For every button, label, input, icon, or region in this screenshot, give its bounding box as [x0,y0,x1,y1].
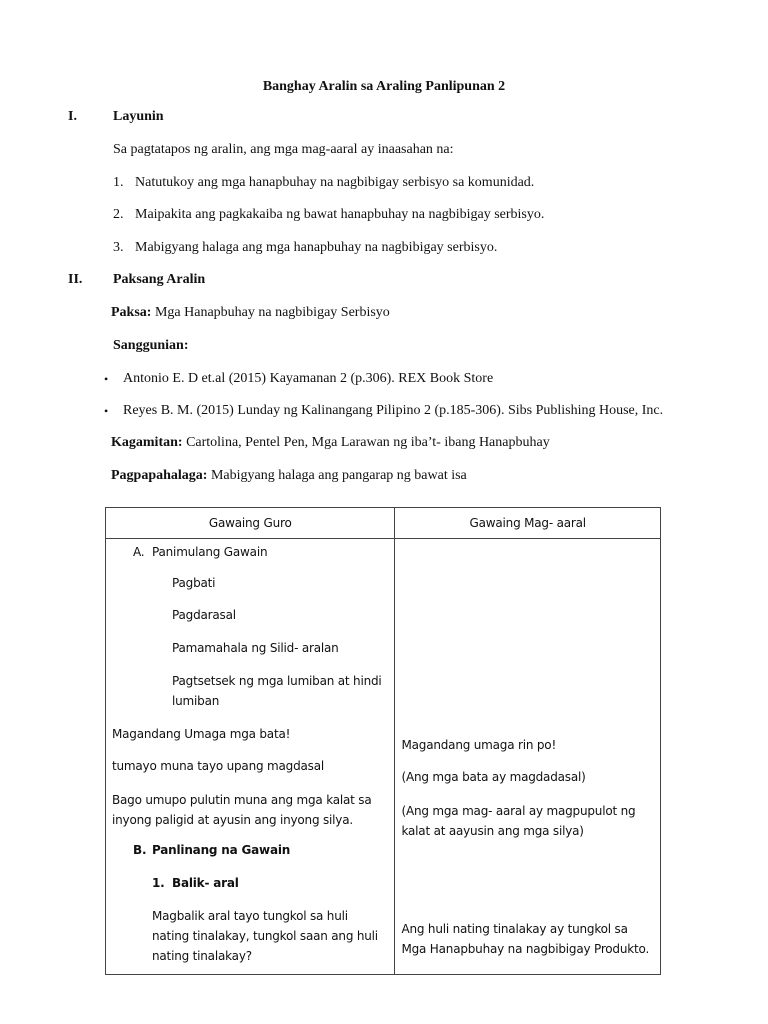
section-1-heading: Layunin [113,109,164,124]
section-1-numeral: I. [68,109,77,124]
activity-pagdarasal: Pagdarasal [172,608,236,622]
magaaral-response-greeting: Magandang umaga rin po! [401,738,557,752]
table-body-row [106,539,661,975]
paksa-value: Mga Hanapbuhay na nagbibigay Serbisyo [154,305,390,320]
reference-1-bullet: • [104,372,109,386]
sub-1-title: Balik- aral [172,876,239,890]
activity-pamamahala: Pamamahala ng Silid- aralan [172,641,339,655]
guro-line-tidy: Bago umupo pulutin muna ang mga kalat sa inyong paligid at ayusin ang inyong silya. [112,793,372,827]
part-b-label: B. [133,843,147,857]
kagamitan-value: Cartolina, Pentel Pen, Mga Larawan ng iba’t- ibang Hanapbuhay [186,435,550,450]
objective-2-text: Maipakita ang pagkakaiba ng bawat hanapbuhay na nagbibigay serbisyo. [135,207,545,222]
part-b-title: Panlinang na Gawain [152,843,291,857]
table-header-row [106,508,661,539]
magaaral-response-balik-aral: Ang huli nating tinalakay ay tungkol sa Mga Hanapbuhay na nagbibigay Produkto. [401,922,650,956]
pagpapahalaga-line [111,468,467,484]
part-a-title: Panimulang Gawain [152,545,268,559]
activity-pagtsetsek: Pagtsetsek ng mga lumiban at hindi lumiban [172,674,382,708]
reference-2-bullet: • [104,404,109,418]
objective-3-number: 3. [113,240,124,255]
activity-pagbati: Pagbati [172,576,216,590]
reference-1-text: Antonio E. D et.al (2015) Kayamanan 2 (p.306). REX Book Store [123,371,494,386]
objectives-intro: Sa pagtatapos ng aralin, ang mga mag-aaral ay inaasahan na: [113,142,454,157]
section-2-heading: Paksang Aralin [113,272,206,287]
kagamitan-label: Kagamitan: [111,435,183,450]
magaaral-response-pray: (Ang mga bata ay magdadasal) [401,770,586,784]
sanggunian-label: Sanggunian: [113,338,189,353]
objective-1-number: 1. [113,175,124,190]
lesson-activity-table [105,507,661,975]
part-a-label: A. [133,545,145,559]
guro-line-pray: tumayo muna tayo upang magdasal [112,759,324,773]
guro-line-greeting: Magandang Umaga mga bata! [112,727,291,741]
paksa-label: Paksa: [111,305,152,320]
section-2-numeral: II. [68,272,83,287]
pagpapahalaga-label: Pagpapahalaga: [111,468,208,483]
document-title: Banghay Aralin sa Araling Panlipunan 2 [262,79,506,94]
kagamitan-line [111,435,550,451]
reference-2-text: Reyes B. M. (2015) Lunday ng Kalinangang Pilipino 2 (p.185-306). Sibs Publishing House, Inc. [123,403,664,418]
pagpapahalaga-value: Mabigyang halaga ang pangarap ng bawat isa [210,468,467,483]
objective-1-text: Natutukoy ang mga hanapbuhay na nagbibigay serbisyo sa komunidad. [135,175,535,190]
objective-2-number: 2. [113,207,124,222]
header-gawaing-guro: Gawaing Guro [106,508,395,539]
objective-3-text: Mabigyang halaga ang mga hanapbuhay na nagbibigay serbisyo. [135,240,498,255]
guro-balik-aral-question: Magbalik aral tayo tungkol sa huli nating tinalakay, tungkol saan ang huli nating tinalakay? [152,909,378,963]
header-gawaing-magaaral: Gawaing Mag- aaral [395,508,661,539]
magaaral-response-tidy: (Ang mga mag- aaral ay magpupulot ng kalat at aayusin ang mga silya) [401,804,636,838]
magaaral-cell [395,539,661,975]
sub-1-label: 1. [152,876,165,890]
paksa-line [111,305,390,321]
guro-cell [106,539,395,975]
